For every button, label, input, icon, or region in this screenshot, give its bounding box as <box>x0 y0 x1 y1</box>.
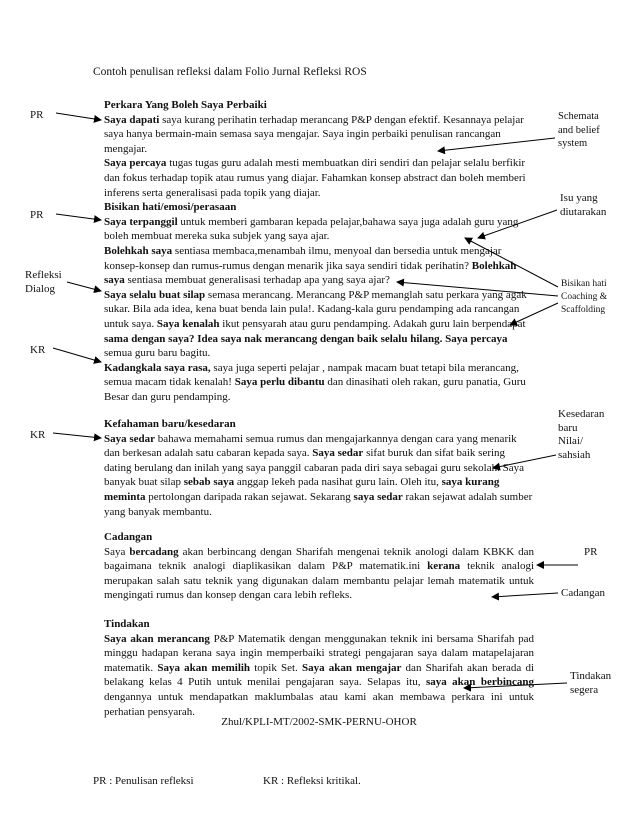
bold-phrase: Kadangkala saya rasa, <box>104 361 211 374</box>
bold-phrase: Saya dapati <box>104 113 160 126</box>
note-cadangan: Cadangan <box>561 587 605 599</box>
text-run: teknik analogi merupakan salah satu teknik yang digunakan dalam membantu pelajar lemah matematik untuk mengingati rumus dan konsep dengan cara lebih refleks. <box>104 560 535 602</box>
bold-phrase: Saya selalu buat silap <box>104 288 206 301</box>
bold-phrase: sama dengan saya? Idea saya nak merancang dengan baik selalu hilang. Saya percaya <box>104 332 508 345</box>
note-tindakan-line2: segera <box>570 683 599 696</box>
bold-phrase: Saya sedar <box>104 432 156 445</box>
text-run: bahawa memahami semua rumus dan mengajarkannya dengan cara yang menarik dan berkesan adalah satu cabaran kepada saya. <box>104 432 517 460</box>
note-bisikan <box>561 278 607 317</box>
text-run: sentiasa membuat generalisasi terhadap apa yang saya ajar? <box>124 274 390 287</box>
page-title: Contoh penulisan refleksi dalam Folio Jurnal Refleksi ROS <box>93 66 367 78</box>
bold-phrase: Bolehkah saya <box>104 259 517 287</box>
note-tindakan <box>570 670 611 697</box>
bold-phrase: Saya terpanggil <box>104 215 178 228</box>
text-run: sentiasa membaca,menambah ilmu, menyoal dan bersedia untuk mengajar konsep-konsep dan rumus-rumus dengan menarik jika saya sendiri tidak perihatin? <box>104 244 502 272</box>
note-bisikan-line3: Scaffolding <box>561 305 606 315</box>
text-run: P&P Matematik dengan menggunakan teknik ini bersama Sharifah pad minggu hadapan kerana saya ingin memperbaiki strategi pengajaran saya dalam matapelajaran matematik. <box>104 632 534 674</box>
paragraph-saya-percaya <box>104 156 534 200</box>
paragraph-tindakan <box>104 632 534 720</box>
note-schemata <box>558 110 600 151</box>
paragraph-kefahaman <box>104 432 534 520</box>
arrow-kr1 <box>53 348 101 362</box>
text-run: dengannya untuk mendapatkan maklumbalas atau kami akan membawa perkara ini untuk perhatian pensyarah. <box>104 690 534 718</box>
note-isu-line1: Isu yang <box>560 192 598 204</box>
legend-kr: KR : Refleksi kritikal. <box>263 775 361 787</box>
bold-phrase: Saya akan mengajar <box>301 661 402 674</box>
section-cadangan <box>104 530 534 603</box>
heading-cadangan: Cadangan <box>104 531 153 543</box>
heading-bisikan: Bisikan hati/emosi/perasaan <box>104 201 237 214</box>
note-kesedaran-line2: baru <box>558 421 578 434</box>
bold-phrase: Saya akan memilih <box>157 661 251 674</box>
text-run: semua guru baru bagitu. <box>104 347 211 360</box>
legend-pr: PR : Penulisan refleksi <box>93 775 194 787</box>
label-pr-2: PR <box>30 209 44 221</box>
bold-phrase: Bolehkah saya <box>104 244 173 257</box>
footer-signature: Zhul/KPLI-MT/2002-SMK-PERNU-OHOR <box>221 716 417 728</box>
note-bisikan-line1: Bisikan hati <box>561 279 607 289</box>
label-pr-1: PR <box>30 109 44 121</box>
note-isu-line2: diutarakan <box>560 205 607 218</box>
bold-phrase: saya akan berbincang <box>425 676 534 689</box>
label-kr-2: KR <box>30 429 46 441</box>
section-kefahaman <box>104 417 534 519</box>
note-schemata-line2: and belief <box>558 124 600 136</box>
text-run: saya kurang perihatin terhadap merancang P&P dengan efektif. Kesannaya pelajar saya hanya bermain-main semasa saya mengajar. Saya ingin perbaiki penulisan rancangan mengajar. <box>104 113 524 155</box>
note-kesedaran-line4: sahsiah <box>558 448 591 461</box>
bold-phrase: Saya kenalah <box>156 317 220 330</box>
bold-phrase: Saya akan merancang <box>104 632 210 645</box>
text-run: saya juga seperti pelajar , nampak macam buat tetapi bila merancang, semua macam tidak kenalah! <box>104 361 519 389</box>
heading-kefahaman: Kefahaman baru/kesedaran <box>104 418 236 430</box>
note-bisikan-line2: Coaching & <box>561 292 608 302</box>
note-isu <box>560 192 606 219</box>
label-refleksi-dialog <box>25 268 62 296</box>
note-schemata-line1: Schemata <box>558 111 599 122</box>
note-tindakan-line1: Tindakan <box>570 670 612 682</box>
heading-perbaiki: Perkara Yang Boleh Saya Perbaiki <box>104 99 267 111</box>
paragraph-bisikan <box>104 215 534 405</box>
arrow-pr1 <box>56 113 101 120</box>
bold-phrase: sebab saya <box>183 476 235 489</box>
paragraph-saya-dapati <box>104 113 534 157</box>
paragraph-cadangan <box>104 545 534 603</box>
bold-phrase: Saya percaya <box>104 157 167 170</box>
note-kesedaran-line3: Nilai/ <box>558 435 584 447</box>
text-run: topik Set. <box>250 661 302 674</box>
bold-phrase: bercadang <box>129 545 179 558</box>
label-refleksi-line1: Refleksi <box>25 269 62 281</box>
text-run: dan Sharifah akan berada di belakang kelas 4 Putih untuk menilai pengajaran saya. Selapas itu, <box>104 661 535 689</box>
note-schemata-line3: system <box>558 138 588 149</box>
arrow-kr2 <box>53 433 101 438</box>
heading-tindakan: Tindakan <box>104 618 150 630</box>
text-run: ikut pensyarah atau guru pendamping. Adakah guru lain berpendapat <box>219 317 526 330</box>
note-kesedaran <box>558 408 604 462</box>
text-run: sifat buruk dan sifat baik sering dating berulang dan inilah yang saya panggil cabaran pada diri saya sebagai guru sekolah. Saya banyak buat silap <box>104 447 524 489</box>
label-refleksi-line2: Dialog <box>25 283 55 295</box>
section-tindakan <box>104 617 534 719</box>
bold-phrase: saya kurang meminta <box>104 476 500 503</box>
bold-phrase: Saya sedar <box>312 447 364 460</box>
arrow-refleksi <box>67 282 101 291</box>
text-run: tugas tugas guru adalah mesti membuatkan diri sendiri dan pelajar selalu berfikir dan fokus terhadap topik atau rumus yang diajar. Fahamkan konsep abstract dan boleh memberi inferens serta generalisasi pada topik yang diajar. <box>104 157 526 199</box>
text-run: semasa merancang. Merancang P&P memanglah satu perkara yang agak sukar. Bila ada idea, kena buat benda lain pula!. Kadang-kala guru pendamping ada rancangan untuk saya. <box>104 288 527 330</box>
note-kesedaran-line1: Kesedaran <box>558 408 605 420</box>
text-run: anggap lekeh pada nasihat guru lain. Oleh itu, <box>234 476 442 489</box>
bold-phrase: kerana <box>427 560 461 573</box>
bold-phrase: Saya perlu dibantu <box>234 376 325 389</box>
text-run: untuk memberi gambaran kepada pelajar,bahawa saya juga adalah guru yang boleh membuat mereka suka subjek yang saya ajar. <box>104 215 519 243</box>
label-kr-1: KR <box>30 344 46 356</box>
text-run: rakan sejawat adalah sumber yang banyak membantu. <box>104 490 533 518</box>
text-run: pertolongan daripada rakan sejawat. Sekarang <box>145 490 354 503</box>
text-run: dan dinasihati oleh rakan, guru panatia, Guru Besar dan guru pendamping. <box>104 376 526 403</box>
reflection-body-top <box>104 98 534 404</box>
text-run: Saya <box>104 545 130 558</box>
bold-phrase: saya sedar <box>353 490 403 503</box>
arrow-pr2 <box>56 214 101 220</box>
text-run: akan berbincang dengan Sharifah mengenai teknik anologi dalam KBKK dan bagaimana teknik analogi diaplikasikan dalam P&P matematik.ini <box>104 545 534 573</box>
note-pr: PR <box>584 546 598 558</box>
